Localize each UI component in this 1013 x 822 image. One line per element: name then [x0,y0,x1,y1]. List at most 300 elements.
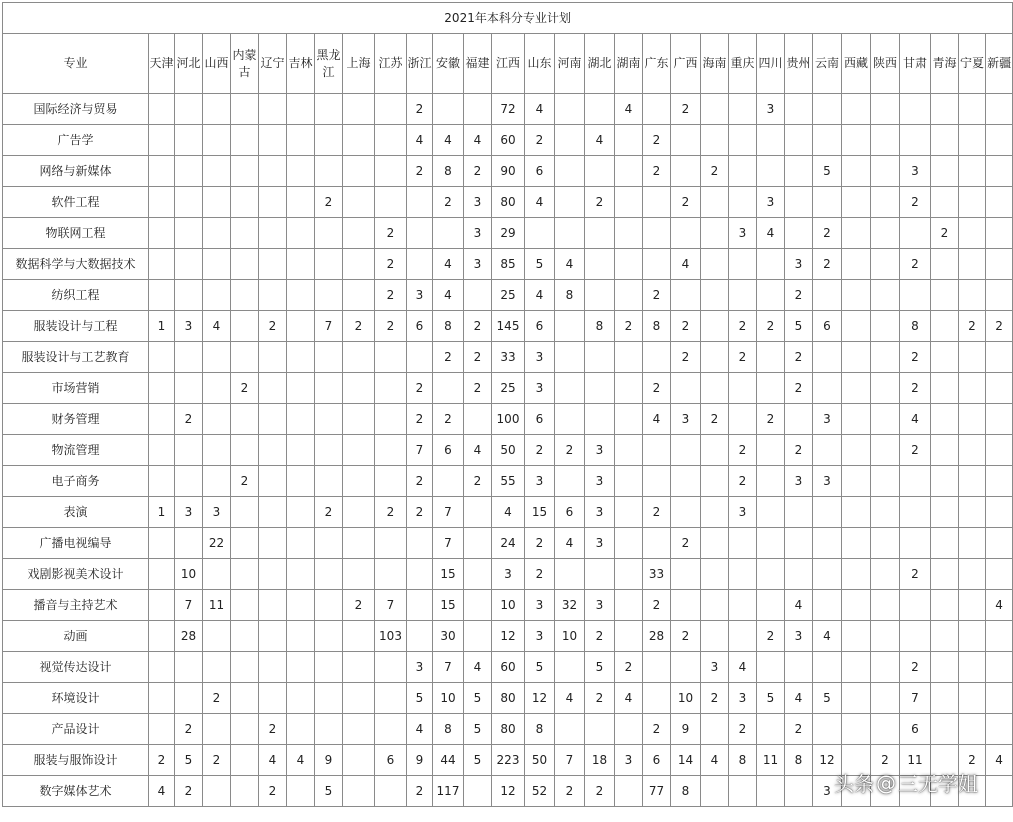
quota-cell [871,156,900,187]
quota-cell [555,94,585,125]
quota-cell: 2 [315,497,343,528]
quota-cell: 3 [585,435,615,466]
quota-cell [585,218,615,249]
major-name-cell: 视觉传达设计 [3,652,149,683]
quota-cell [842,714,871,745]
quota-cell [871,559,900,590]
quota-cell [959,94,986,125]
quota-cell: 44 [433,745,464,776]
quota-cell: 2 [900,652,931,683]
quota-cell [701,528,729,559]
quota-cell [701,342,729,373]
quota-cell [259,466,287,497]
quota-cell [959,156,986,187]
quota-cell [464,590,492,621]
quota-cell [231,683,259,714]
quota-cell: 3 [464,187,492,218]
quota-cell: 6 [407,311,433,342]
quota-cell: 2 [729,435,757,466]
quota-cell [175,466,203,497]
quota-cell: 11 [900,745,931,776]
quota-cell: 2 [343,590,375,621]
quota-cell [375,187,407,218]
quota-cell [175,125,203,156]
quota-cell: 2 [643,590,671,621]
major-name-cell: 服装与服饰设计 [3,745,149,776]
quota-cell [149,404,175,435]
quota-cell [615,249,643,280]
header-province: 天津 [149,34,175,94]
quota-cell [203,280,231,311]
quota-cell: 3 [900,156,931,187]
quota-cell: 2 [525,528,555,559]
quota-cell: 4 [615,94,643,125]
quota-cell [287,528,315,559]
quota-cell: 4 [464,435,492,466]
quota-cell: 2 [729,466,757,497]
quota-cell: 2 [464,311,492,342]
table-title: 2021年本科分专业计划 [3,3,1013,34]
quota-cell [203,249,231,280]
quota-cell: 7 [433,652,464,683]
quota-cell: 2 [407,776,433,807]
quota-cell [464,404,492,435]
quota-cell [701,714,729,745]
quota-cell [757,466,785,497]
quota-cell: 2 [785,342,813,373]
quota-cell [203,94,231,125]
quota-cell [315,435,343,466]
quota-cell [259,652,287,683]
major-name-cell: 产品设计 [3,714,149,745]
major-name-cell: 软件工程 [3,187,149,218]
quota-cell [959,218,986,249]
quota-cell [175,342,203,373]
quota-cell: 2 [203,745,231,776]
quota-cell: 2 [986,311,1013,342]
quota-cell [813,528,842,559]
quota-cell [231,745,259,776]
quota-cell [375,342,407,373]
quota-cell: 4 [525,94,555,125]
quota-cell [931,497,959,528]
quota-cell: 10 [433,683,464,714]
quota-cell: 2 [785,714,813,745]
quota-cell: 3 [701,652,729,683]
quota-cell: 3 [671,404,701,435]
quota-cell [259,497,287,528]
quota-cell [931,125,959,156]
quota-cell: 52 [525,776,555,807]
quota-cell [701,187,729,218]
quota-cell: 4 [785,683,813,714]
quota-cell [259,342,287,373]
table-row [3,156,1013,187]
quota-cell [785,559,813,590]
quota-cell [842,311,871,342]
table-row [3,249,1013,280]
quota-cell [149,125,175,156]
quota-cell [986,497,1013,528]
quota-cell [175,683,203,714]
quota-cell: 3 [175,497,203,528]
quota-cell [259,156,287,187]
quota-cell [615,466,643,497]
quota-cell: 2 [900,559,931,590]
table-row [3,683,1013,714]
quota-cell: 25 [492,280,525,311]
quota-cell [871,590,900,621]
quota-cell: 6 [525,404,555,435]
quota-cell: 2 [203,683,231,714]
table-row [3,621,1013,652]
quota-cell: 2 [375,280,407,311]
quota-cell: 2 [671,311,701,342]
quota-cell [407,249,433,280]
quota-cell [343,373,375,404]
quota-cell: 28 [643,621,671,652]
quota-cell [259,373,287,404]
header-province: 山东 [525,34,555,94]
quota-cell [842,590,871,621]
quota-cell: 14 [671,745,701,776]
quota-cell [287,218,315,249]
quota-cell [785,187,813,218]
quota-cell [375,94,407,125]
quota-cell [287,714,315,745]
quota-cell: 2 [259,311,287,342]
quota-cell [900,497,931,528]
major-name-cell: 网络与新媒体 [3,156,149,187]
quota-cell [203,776,231,807]
quota-cell: 10 [175,559,203,590]
watermark-author: 三无学姐 [898,772,978,796]
quota-cell [757,497,785,528]
quota-cell [671,590,701,621]
quota-cell [785,652,813,683]
quota-cell: 2 [785,435,813,466]
quota-cell: 7 [433,528,464,559]
quota-cell: 2 [785,280,813,311]
quota-cell: 5 [813,156,842,187]
quota-cell: 50 [525,745,555,776]
quota-cell [287,156,315,187]
enrollment-plan-table [2,2,1013,807]
quota-cell [464,280,492,311]
quota-cell [959,683,986,714]
quota-cell [555,559,585,590]
quota-cell: 2 [407,156,433,187]
quota-cell [871,373,900,404]
quota-cell: 9 [671,714,701,745]
quota-cell [785,156,813,187]
quota-cell: 2 [375,497,407,528]
quota-cell: 4 [671,249,701,280]
quota-cell [757,528,785,559]
quota-cell [375,404,407,435]
quota-cell [203,466,231,497]
quota-cell [175,156,203,187]
quota-cell [643,218,671,249]
quota-cell [287,404,315,435]
major-name-cell: 物流管理 [3,435,149,466]
quota-cell: 2 [259,714,287,745]
quota-cell: 7 [175,590,203,621]
quota-cell: 4 [464,652,492,683]
quota-cell: 3 [525,373,555,404]
quota-cell [375,125,407,156]
quota-cell [175,280,203,311]
quota-cell: 4 [492,497,525,528]
quota-cell: 2 [900,249,931,280]
quota-cell [871,714,900,745]
quota-cell: 22 [203,528,231,559]
quota-cell: 85 [492,249,525,280]
quota-cell: 2 [643,280,671,311]
quota-cell [433,466,464,497]
quota-cell [343,342,375,373]
quota-cell [231,187,259,218]
quota-cell [871,311,900,342]
quota-cell [729,621,757,652]
quota-cell [259,280,287,311]
quota-cell [315,342,343,373]
quota-cell [842,373,871,404]
quota-cell: 4 [203,311,231,342]
quota-cell: 2 [671,187,701,218]
quota-cell: 15 [433,590,464,621]
quota-cell [231,590,259,621]
header-province: 湖南 [615,34,643,94]
quota-cell [175,249,203,280]
quota-cell: 18 [585,745,615,776]
header-province: 广西 [671,34,701,94]
quota-cell [701,311,729,342]
quota-cell [871,342,900,373]
quota-cell [615,156,643,187]
quota-cell: 2 [871,745,900,776]
quota-cell [287,187,315,218]
quota-cell: 3 [813,776,842,807]
quota-cell [701,559,729,590]
quota-cell: 2 [407,94,433,125]
quota-cell [643,94,671,125]
quota-cell: 2 [900,435,931,466]
quota-cell [729,280,757,311]
quota-cell: 3 [785,466,813,497]
header-province: 浙江 [407,34,433,94]
quota-cell [203,125,231,156]
quota-cell [287,280,315,311]
major-name-cell: 广告学 [3,125,149,156]
quota-cell [343,187,375,218]
header-province: 陕西 [871,34,900,94]
quota-cell [871,249,900,280]
quota-cell [615,776,643,807]
quota-cell [259,249,287,280]
quota-cell: 2 [585,187,615,218]
quota-cell [671,218,701,249]
quota-cell [813,280,842,311]
quota-cell [585,94,615,125]
quota-cell [757,342,785,373]
quota-cell [813,373,842,404]
quota-cell [287,621,315,652]
quota-cell [555,404,585,435]
quota-cell: 2 [813,218,842,249]
quota-cell [643,466,671,497]
quota-cell: 2 [433,404,464,435]
quota-cell [231,311,259,342]
quota-cell [986,435,1013,466]
quota-cell: 3 [729,218,757,249]
quota-cell [585,280,615,311]
quota-cell [149,621,175,652]
quota-cell: 2 [175,404,203,435]
quota-cell [871,125,900,156]
table-row [3,125,1013,156]
quota-cell [615,125,643,156]
quota-cell: 4 [555,249,585,280]
major-name-cell: 数据科学与大数据技术 [3,249,149,280]
quota-cell: 1 [149,497,175,528]
quota-cell [729,187,757,218]
quota-cell [813,342,842,373]
quota-cell [757,373,785,404]
quota-cell [555,714,585,745]
quota-cell: 80 [492,187,525,218]
quota-cell [315,466,343,497]
quota-cell [231,94,259,125]
quota-cell [287,373,315,404]
quota-cell: 5 [757,683,785,714]
quota-cell: 50 [492,435,525,466]
quota-cell [287,559,315,590]
quota-cell: 6 [375,745,407,776]
quota-cell [149,683,175,714]
header-province: 云南 [813,34,842,94]
quota-cell [149,466,175,497]
quota-cell: 2 [525,559,555,590]
quota-cell: 2 [701,404,729,435]
quota-cell: 2 [407,404,433,435]
quota-cell: 25 [492,373,525,404]
quota-cell [555,187,585,218]
quota-cell: 5 [464,714,492,745]
quota-cell [931,342,959,373]
quota-cell [315,125,343,156]
table-row [3,311,1013,342]
quota-cell: 2 [407,373,433,404]
quota-cell [555,156,585,187]
quota-cell: 4 [986,590,1013,621]
quota-cell [785,776,813,807]
quota-cell [931,311,959,342]
quota-cell [585,373,615,404]
quota-cell [986,559,1013,590]
quota-cell: 4 [287,745,315,776]
quota-cell [259,218,287,249]
quota-cell [701,621,729,652]
quota-cell [959,435,986,466]
quota-cell [842,652,871,683]
quota-cell [149,590,175,621]
title-row [3,3,1013,34]
header-province: 湖北 [585,34,615,94]
quota-cell: 4 [555,528,585,559]
quota-cell [343,94,375,125]
quota-cell [615,218,643,249]
quota-cell: 2 [959,311,986,342]
table-row [3,590,1013,621]
quota-cell [149,156,175,187]
quota-cell [315,94,343,125]
quota-cell [231,714,259,745]
quota-cell: 6 [643,745,671,776]
quota-cell [842,404,871,435]
major-name-cell: 财务管理 [3,404,149,435]
quota-cell [615,714,643,745]
quota-cell [464,559,492,590]
table-row [3,652,1013,683]
quota-cell [701,280,729,311]
quota-cell [701,590,729,621]
quota-cell [287,652,315,683]
quota-cell: 8 [900,311,931,342]
table-row [3,497,1013,528]
quota-cell [643,683,671,714]
quota-cell [175,94,203,125]
quota-cell: 8 [433,311,464,342]
quota-cell: 5 [813,683,842,714]
quota-cell: 55 [492,466,525,497]
header-province: 甘肃 [900,34,931,94]
quota-cell [375,373,407,404]
quota-cell [671,156,701,187]
quota-cell [671,373,701,404]
quota-cell [375,466,407,497]
quota-cell [671,466,701,497]
quota-cell [315,280,343,311]
table-row [3,435,1013,466]
quota-cell: 2 [900,373,931,404]
quota-cell [175,373,203,404]
quota-cell [842,280,871,311]
quota-cell [900,280,931,311]
quota-cell [259,404,287,435]
quota-cell [149,652,175,683]
quota-cell [959,621,986,652]
quota-cell [842,559,871,590]
quota-cell [701,466,729,497]
quota-cell [900,590,931,621]
quota-cell: 24 [492,528,525,559]
quota-cell [585,249,615,280]
quota-cell [986,776,1013,807]
quota-cell: 2 [407,497,433,528]
header-province: 安徽 [433,34,464,94]
quota-cell [986,373,1013,404]
quota-cell: 80 [492,683,525,714]
quota-cell [959,590,986,621]
quota-cell: 77 [643,776,671,807]
quota-cell: 4 [525,187,555,218]
quota-cell [259,94,287,125]
quota-cell [464,621,492,652]
header-province: 青海 [931,34,959,94]
quota-cell: 12 [813,745,842,776]
quota-cell: 3 [785,249,813,280]
